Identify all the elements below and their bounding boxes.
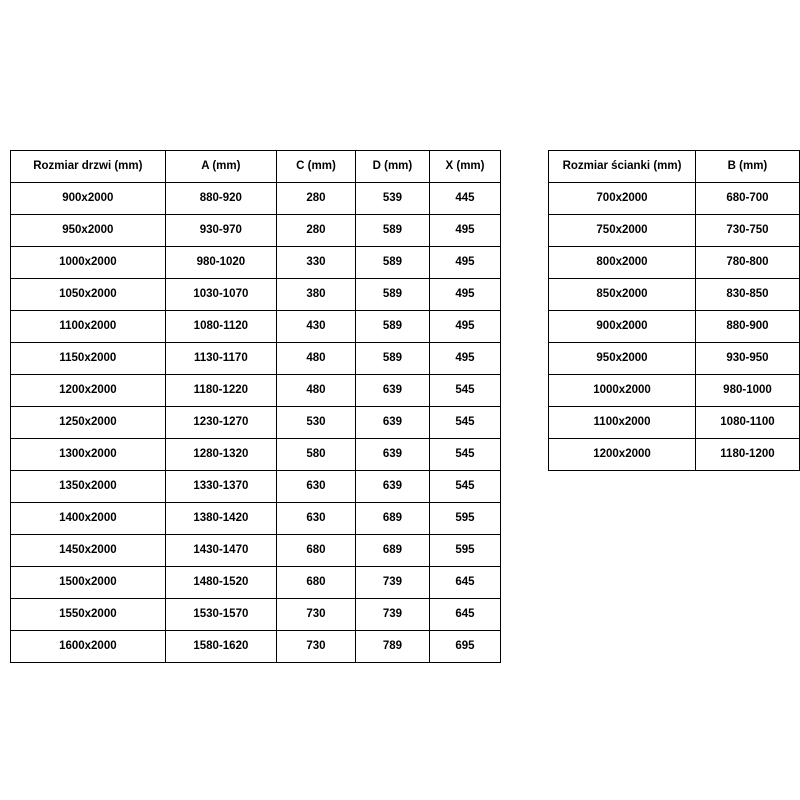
table-cell: 1450x2000 (11, 535, 166, 567)
table-row (549, 215, 800, 247)
table-cell: 589 (355, 279, 429, 311)
table-row (549, 279, 800, 311)
table-cell: 495 (429, 215, 500, 247)
table-row (11, 215, 501, 247)
table-row (549, 375, 800, 407)
table-row (549, 183, 800, 215)
table-row (11, 503, 501, 535)
table-cell: 480 (277, 375, 356, 407)
column-header: Rozmiar ścianki (mm) (549, 151, 696, 183)
table-cell: 900x2000 (549, 311, 696, 343)
table-cell: 1150x2000 (11, 343, 166, 375)
table-cell: 595 (429, 535, 500, 567)
table-row (549, 407, 800, 439)
table-cell: 980-1000 (695, 375, 799, 407)
table-row (11, 439, 501, 471)
table-cell: 545 (429, 375, 500, 407)
table-cell: 380 (277, 279, 356, 311)
table-cell: 1230-1270 (165, 407, 276, 439)
table-header-row (549, 151, 800, 183)
table-cell: 545 (429, 439, 500, 471)
table-cell: 730-750 (695, 215, 799, 247)
table-cell: 950x2000 (11, 215, 166, 247)
table-cell: 280 (277, 183, 356, 215)
table-cell: 750x2000 (549, 215, 696, 247)
column-header: X (mm) (429, 151, 500, 183)
table-cell: 695 (429, 631, 500, 663)
table-cell: 689 (355, 503, 429, 535)
column-header: C (mm) (277, 151, 356, 183)
table-header-row (11, 151, 501, 183)
table-row (11, 183, 501, 215)
table-cell: 1100x2000 (11, 311, 166, 343)
table-cell: 645 (429, 599, 500, 631)
table-cell: 1430-1470 (165, 535, 276, 567)
table-row (549, 439, 800, 471)
table-row (11, 535, 501, 567)
table-cell: 545 (429, 407, 500, 439)
table-cell: 645 (429, 567, 500, 599)
table-cell: 1200x2000 (11, 375, 166, 407)
table-cell: 639 (355, 375, 429, 407)
table-cell: 1100x2000 (549, 407, 696, 439)
table-cell: 1180-1200 (695, 439, 799, 471)
table-cell: 880-920 (165, 183, 276, 215)
table-row (11, 631, 501, 663)
table-cell: 1580-1620 (165, 631, 276, 663)
table-cell: 1080-1100 (695, 407, 799, 439)
table-cell: 930-970 (165, 215, 276, 247)
tables-container (0, 150, 800, 663)
table-cell: 545 (429, 471, 500, 503)
table-cell: 830-850 (695, 279, 799, 311)
table-cell: 1500x2000 (11, 567, 166, 599)
table-cell: 580 (277, 439, 356, 471)
table-cell: 430 (277, 311, 356, 343)
table-cell: 1400x2000 (11, 503, 166, 535)
table-cell: 1480-1520 (165, 567, 276, 599)
table-cell: 1530-1570 (165, 599, 276, 631)
table-cell: 445 (429, 183, 500, 215)
table-cell: 950x2000 (549, 343, 696, 375)
table-cell: 589 (355, 311, 429, 343)
table-cell: 1600x2000 (11, 631, 166, 663)
table-cell: 1000x2000 (11, 247, 166, 279)
table-cell: 589 (355, 343, 429, 375)
table-cell: 1050x2000 (11, 279, 166, 311)
table-row (11, 343, 501, 375)
table-cell: 789 (355, 631, 429, 663)
wall-sizes-table (548, 150, 800, 471)
table-cell: 880-900 (695, 311, 799, 343)
door-sizes-table (10, 150, 501, 663)
table-cell: 630 (277, 471, 356, 503)
table-row (549, 247, 800, 279)
wall-sizes-table-block (548, 150, 800, 471)
table-cell: 680 (277, 535, 356, 567)
table-cell: 1080-1120 (165, 311, 276, 343)
table-row (11, 311, 501, 343)
table-cell: 1300x2000 (11, 439, 166, 471)
table-cell: 700x2000 (549, 183, 696, 215)
table-cell: 800x2000 (549, 247, 696, 279)
table-cell: 1130-1170 (165, 343, 276, 375)
table-cell: 1000x2000 (549, 375, 696, 407)
table-cell: 680-700 (695, 183, 799, 215)
table-cell: 639 (355, 407, 429, 439)
table-cell: 1380-1420 (165, 503, 276, 535)
table-cell: 530 (277, 407, 356, 439)
table-row (11, 567, 501, 599)
table-cell: 1200x2000 (549, 439, 696, 471)
table-row (11, 279, 501, 311)
table-cell: 850x2000 (549, 279, 696, 311)
table-row (11, 407, 501, 439)
table-cell: 589 (355, 215, 429, 247)
table-cell: 730 (277, 599, 356, 631)
table-cell: 495 (429, 279, 500, 311)
column-header: B (mm) (695, 151, 799, 183)
table-cell: 739 (355, 599, 429, 631)
table-cell: 595 (429, 503, 500, 535)
table-cell: 980-1020 (165, 247, 276, 279)
table-cell: 1280-1320 (165, 439, 276, 471)
table-cell: 480 (277, 343, 356, 375)
table-cell: 730 (277, 631, 356, 663)
table-cell: 1250x2000 (11, 407, 166, 439)
table-row (549, 343, 800, 375)
table-cell: 495 (429, 247, 500, 279)
table-cell: 1180-1220 (165, 375, 276, 407)
table-cell: 739 (355, 567, 429, 599)
table-cell: 689 (355, 535, 429, 567)
table-row (549, 311, 800, 343)
table-cell: 639 (355, 471, 429, 503)
door-sizes-table-block (10, 150, 501, 663)
table-cell: 589 (355, 247, 429, 279)
column-header: D (mm) (355, 151, 429, 183)
table-cell: 630 (277, 503, 356, 535)
table-cell: 1550x2000 (11, 599, 166, 631)
table-cell: 930-950 (695, 343, 799, 375)
column-header: A (mm) (165, 151, 276, 183)
table-cell: 900x2000 (11, 183, 166, 215)
table-row (11, 247, 501, 279)
table-row (11, 471, 501, 503)
table-cell: 539 (355, 183, 429, 215)
column-header: Rozmiar drzwi (mm) (11, 151, 166, 183)
table-cell: 639 (355, 439, 429, 471)
table-cell: 1350x2000 (11, 471, 166, 503)
table-cell: 1030-1070 (165, 279, 276, 311)
table-row (11, 375, 501, 407)
table-cell: 1330-1370 (165, 471, 276, 503)
table-cell: 280 (277, 215, 356, 247)
table-cell: 780-800 (695, 247, 799, 279)
table-cell: 680 (277, 567, 356, 599)
table-cell: 330 (277, 247, 356, 279)
table-cell: 495 (429, 311, 500, 343)
table-row (11, 599, 501, 631)
table-cell: 495 (429, 343, 500, 375)
